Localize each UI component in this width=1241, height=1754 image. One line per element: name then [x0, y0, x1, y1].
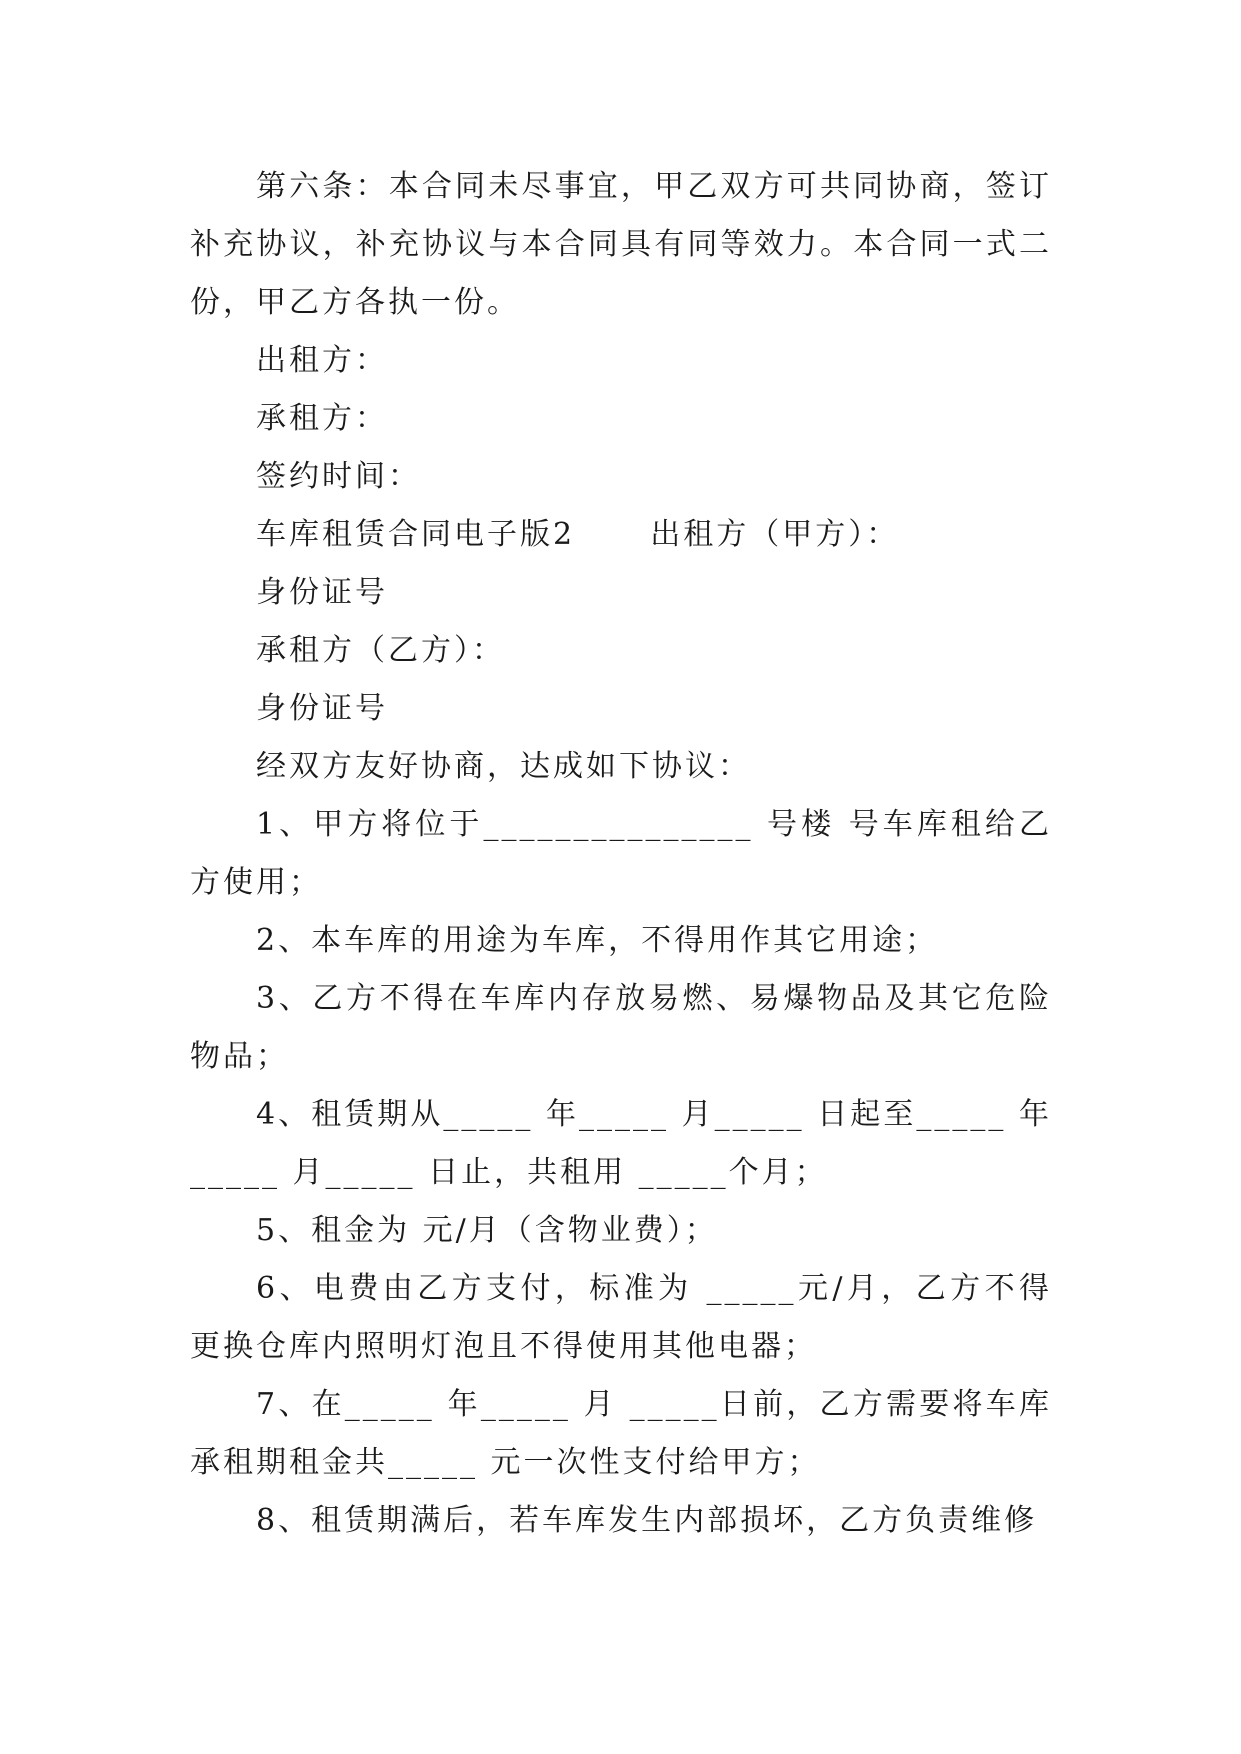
signing-date-line: 签约时间： — [256, 459, 421, 494]
clause-4: 4、租赁期从_____ 年_____ 月_____ 日起至_____ 年_____ 月_____ 日止，共租用 _____个月； — [190, 1097, 1052, 1190]
lessee-id-number: 身份证号 — [256, 691, 388, 726]
clause-six: 第六条：本合同未尽事宜，甲乙双方可共同协商，签订补充协议，补充协议与本合同具有同等效力。本合同一式二份，甲乙方各执一份。 — [190, 169, 1052, 320]
clause-7: 7、在_____ 年_____ 月 _____日前，乙方需要将车库承租期租金共_____ 元一次性支付给甲方； — [190, 1387, 1052, 1480]
lessor-id-number: 身份证号 — [256, 575, 388, 610]
clause-5: 5、租金为 元/月（含物业费）； — [256, 1213, 718, 1248]
lessor-signature-line: 出租方： — [256, 343, 388, 378]
document-page — [190, 158, 1052, 1550]
agreement-intro: 经双方友好协商，达成如下协议： — [256, 749, 751, 784]
lessee-signature-line: 承租方： — [256, 401, 388, 436]
lessee-b-line: 承租方（乙方）： — [256, 633, 505, 668]
clause-1: 1、甲方将位于_______________ 号楼 号车库租给乙方使用； — [190, 807, 1052, 900]
clause-8: 8、租赁期满后，若车库发生内部损坏，乙方负责维修 — [256, 1503, 1038, 1538]
clause-2: 2、本车库的用途为车库，不得用作其它用途； — [256, 923, 939, 958]
clause-3: 3、乙方不得在车库内存放易燃、易爆物品及其它危险物品； — [190, 981, 1052, 1074]
clause-6: 6、电费由乙方支付，标准为 _____元/月，乙方不得更换仓库内照明灯泡且不得使用其他电器； — [190, 1271, 1052, 1364]
contract-title-lessor-a: 车库租赁合同电子版2 出租方（甲方）： — [256, 517, 900, 552]
